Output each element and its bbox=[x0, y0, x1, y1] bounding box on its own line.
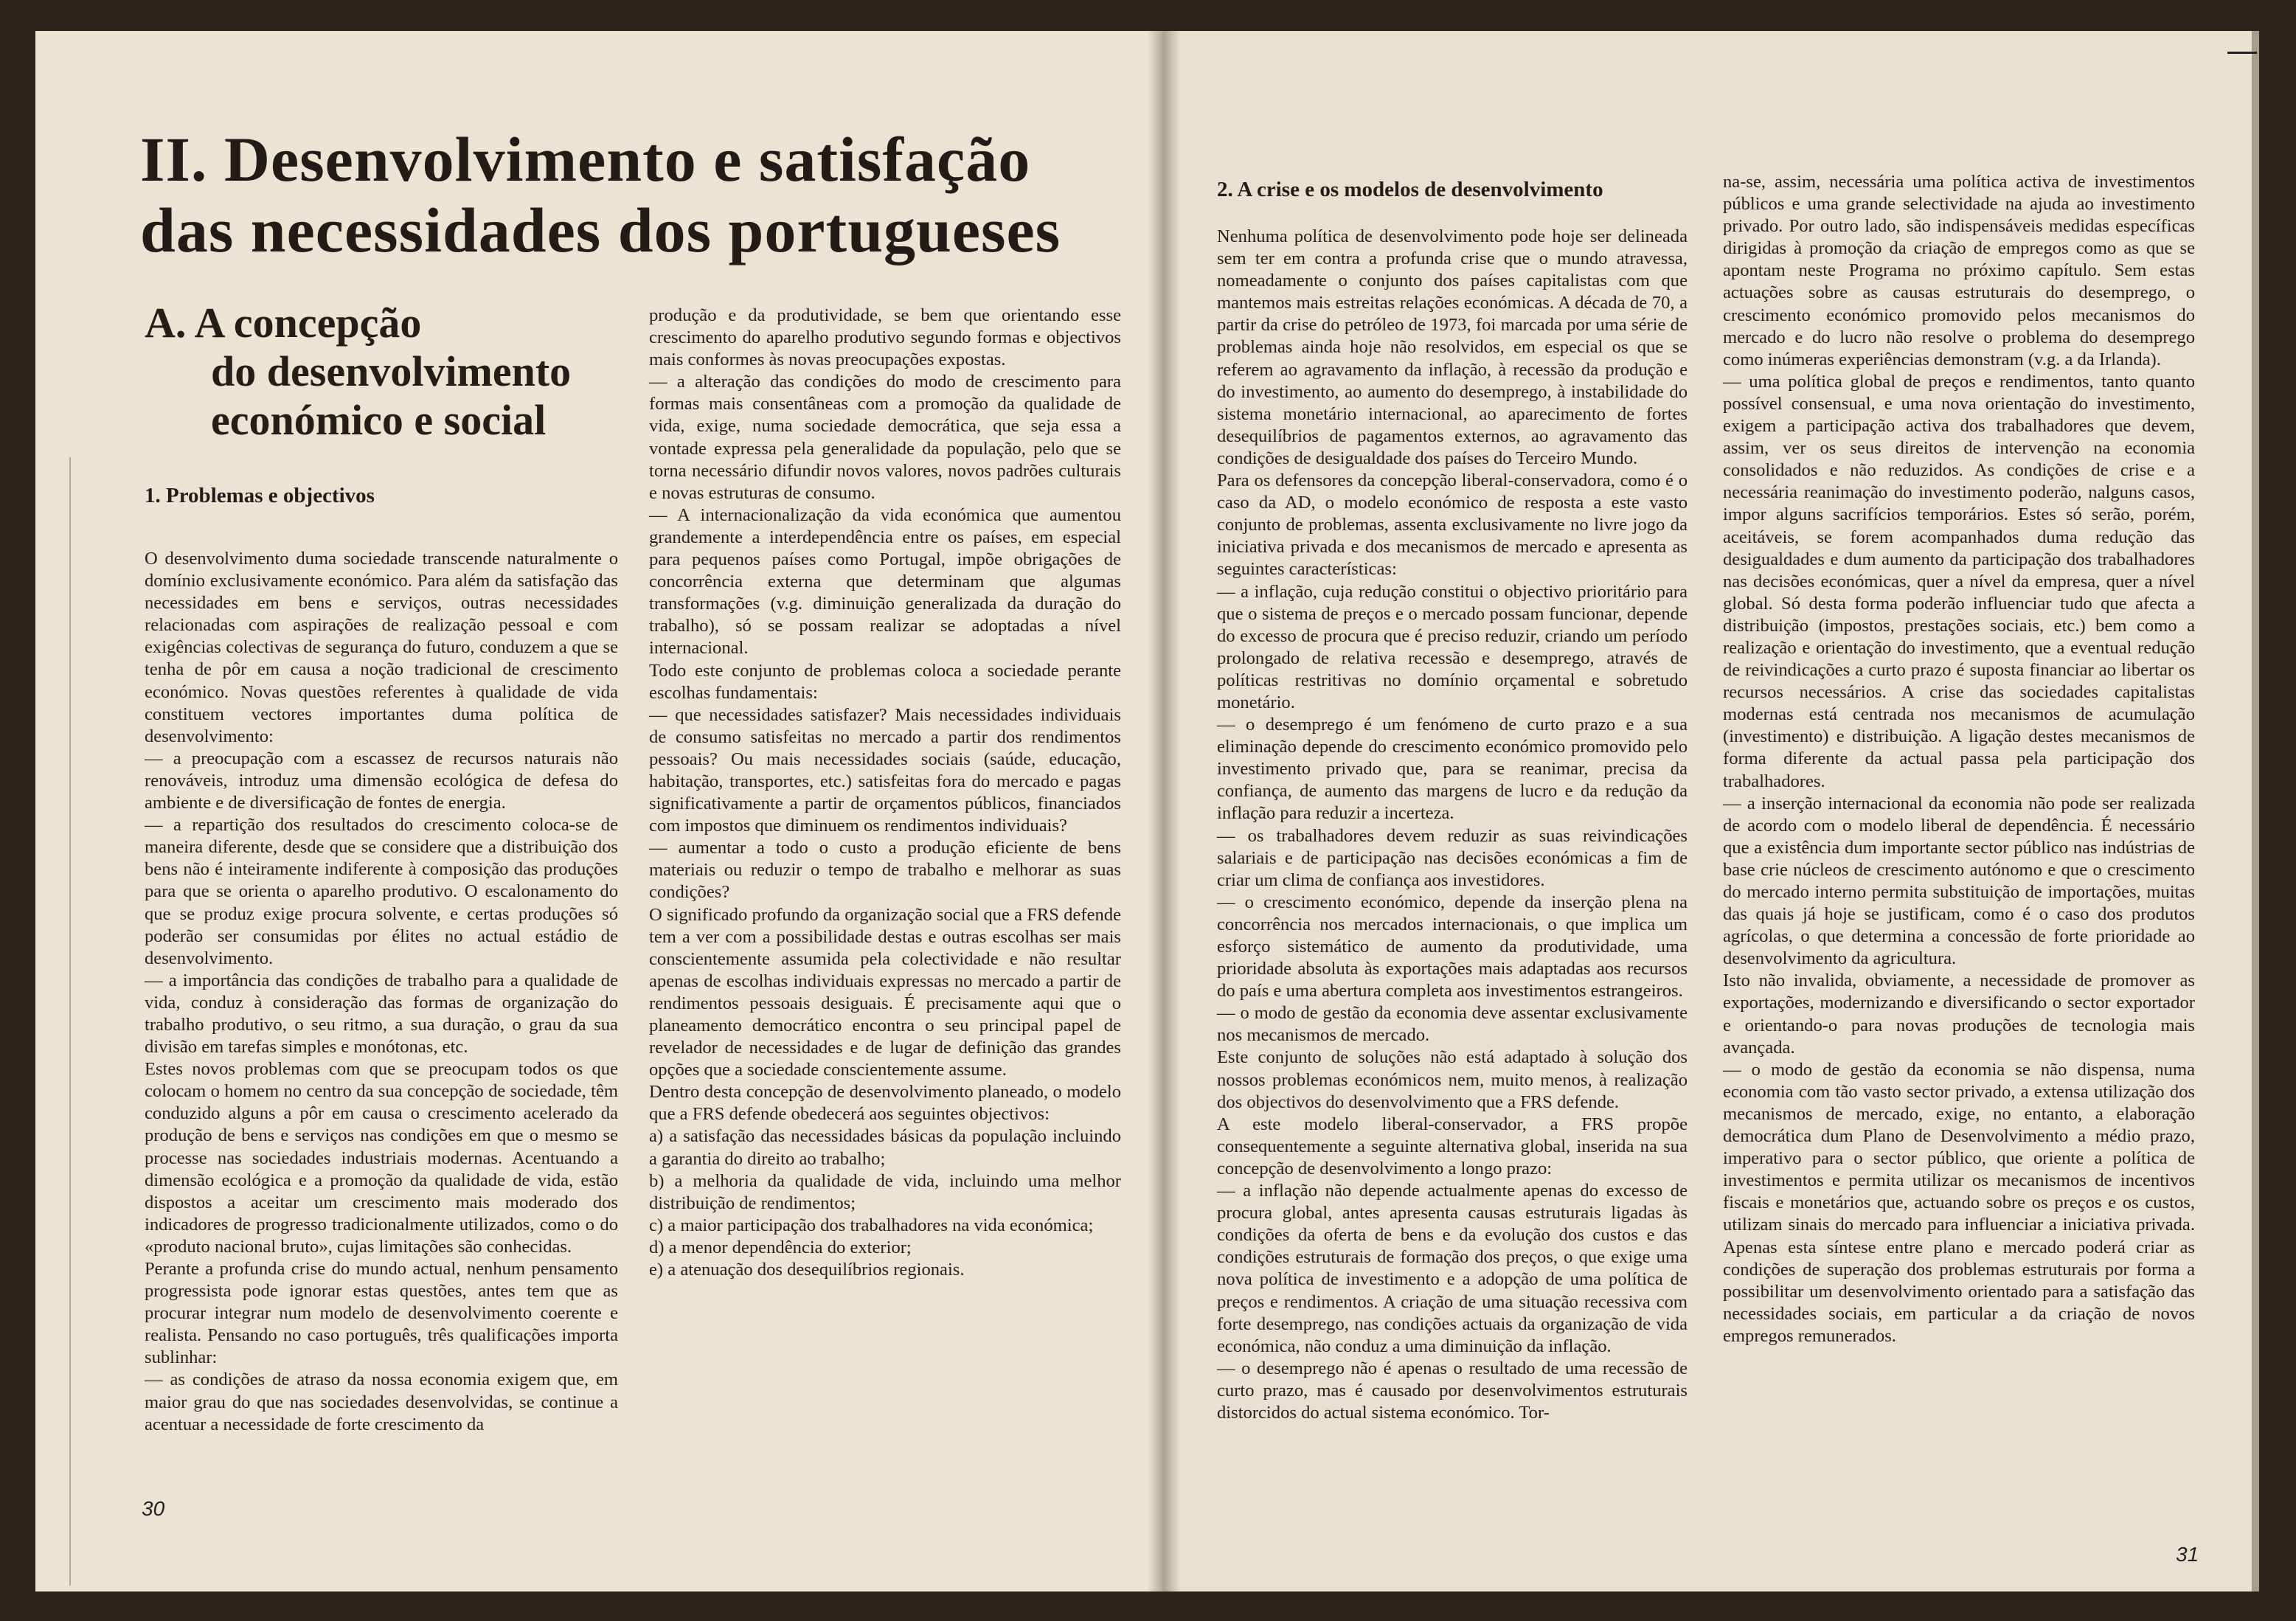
section-a-line-1: A. A concepção bbox=[145, 299, 422, 347]
paragraph: O significado profundo da organização social que a FRS defende tem a ver com a possibilidade destas e outras escolhas ser mais conscientemente assumida pela colectividade e não resultar apenas de escolhas individuais expressas no mercado a partir de rendimentos pessoais desiguais. É precisamente aqui que o planeamento democrático encontra o seu principal papel de revelador de necessidades e de lugar de definição das grandes opções que a sociedade conscientemente assume. bbox=[649, 904, 1121, 1080]
paragraph: Para os defensores da concepção liberal-conservadora, como é o caso da AD, o modelo económico de resposta a este vasto conjunto de problemas, assenta exclusivamente no livre jogo da iniciativa privada e dos mecanismos de mercado e apresenta as seguintes características: bbox=[1217, 471, 1688, 580]
paragraph: — que necessidades satisfazer? Mais necessidades individuais de consumo satisfeitas no mercado a partir dos rendimentos pessoais? Ou mais necessidades sociais (saúde, educação, habitação, transportes, etc.) satisfeitas fora do mercado e pagas significativamente a partir de orçamentos públicos, financiados com impostos que diminuem os rendimentos individuais? bbox=[649, 704, 1121, 836]
paragraph: — a inserção internacional da economia não pode ser realizada de acordo com o modelo liberal de dependência. É necessário que a existência dum importante sector público nas indústrias de base crie núcleos de crescimento autónomo e que o crescimento do mercado interno permita substituição de importações, muitas das quais já hoje se justificam, como é o caso dos produtos agrícolas, o que determina a concessão de forte prioridade ao desenvolvimento da agricultura. bbox=[1723, 793, 2195, 969]
list-item: c) a maior participação dos trabalhadores na vida económica; bbox=[649, 1215, 1094, 1235]
edge-mark bbox=[2227, 52, 2257, 54]
section-a-heading bbox=[145, 299, 646, 445]
text-column-2 bbox=[649, 305, 1121, 1281]
paragraph: Dentro desta concepção de desenvolvimento planeado, o modelo que a FRS defende obedecerá aos seguintes objectivos: bbox=[649, 1082, 1121, 1125]
paragraph: — A internacionalização da vida económica que aumentou grandemente a interdependência entre os países, em especial para pequenos países como Portugal, impõe obrigações de concorrência externa que determinam que algumas transformações (v.g. diminuição generalizada da duração do trabalho), só se possam realizar se adoptadas a nível internacional. bbox=[649, 504, 1121, 659]
paragraph: — o modo de gestão da economia se não dispensa, numa economia com tão vasto sector privado, a extensa utilização dos mecanismos de mercado, exige, no entanto, a elaboração democrática dum Plano de Desenvolvimento a médio prazo, imperativo para o sector público, que oriente a política de investimentos e permita utilizar os mecanismos de incentivos fiscais e monetários que, actuando sobre os preços e os custos, utilizam sinais do mercado para influenciar a iniciativa privada. Apenas esta síntese entre plano e mercado poderá criar as condições de superação dos problemas estruturais por forma a possibilitar um desenvolvimento orientado para a satisfação das necessidades sociais, em particular a da criação de novos empregos remunerados. bbox=[1723, 1059, 2195, 1346]
paragraph: — as condições de atraso da nossa economia exigem que, em maior grau do que nas sociedades desenvolvidas, se continue a acentuar a necessidade de forte crescimento da bbox=[145, 1370, 618, 1434]
paragraph: — a inflação não depende actualmente apenas do excesso de procura global, antes apresenta causas estruturais ligadas às condições da oferta de bens e da evolução dos custos e das condições estruturais de formação dos preços, o que exige uma nova política de investimento e a adopção de uma política de preços e rendimentos. A criação de uma situação recessiva com forte desemprego, nas condições actuais da organização de vida económica, não conduz a uma diminuição da inflação. bbox=[1217, 1181, 1688, 1356]
paragraph: Isto não invalida, obviamente, a necessidade de promover as exportações, modernizando e diversificando o sector exportador e orientando-o para novas produções de tecnologia mais avançada. bbox=[1723, 971, 2195, 1058]
page-number-right: 31 bbox=[2176, 1543, 2199, 1566]
paragraph: — uma política global de preços e rendimentos, tanto quanto possível consensual, e uma nova orientação do investimento, exigem a participação activa dos trabalhadores que devem, assim, ver os seus direitos de intervenção na economia consolidados e não reduzidos. As condições de crise e a necessária reanimação do investimento poderão, nalguns casos, impor alguns sacrifícios temporários. Estes só serão, porém, aceitáveis, se forem acompanhados duma redução das desigualdades e dum aumento da participação dos trabalhadores nas decisões económicas, quer a nível da empresa, quer a nível global. Só desta forma poderão influenciar tudo que afecta a distribuição (impostos, prestações sociais, etc.) bem como a realização e orientação do investimento, que a eventual redução de reivindicações a curto prazo é suposta financiar ao libertar os recursos necessários. A crise das sociedades capitalistas modernas está centrada nos mecanismos de acumulação (investimento) e distribuição. A ligação destes mecanismos de forma diferente da actual passa pela participação dos trabalhadores. bbox=[1723, 371, 2195, 791]
paragraph: — a importância das condições de trabalho para a qualidade de vida, conduz à consideração das formas de organização do trabalho produtivo, o seu ritmo, a sua duração, o grau da sua divisão em tarefas simples e monótonas, etc. bbox=[145, 970, 618, 1058]
section-a-line-3: económico e social bbox=[211, 396, 547, 444]
paragraph: Todo este conjunto de problemas coloca a sociedade perante escolhas fundamentais: bbox=[649, 660, 1121, 703]
subsection-1-heading: 1. Problemas e objectivos bbox=[145, 484, 375, 507]
list-item: e) a atenuação dos desequilíbrios regionais. bbox=[649, 1260, 965, 1280]
paragraph: — o modo de gestão da economia deve assentar exclusivamente nos mecanismos de mercado. bbox=[1217, 1003, 1688, 1046]
subsection-2-heading: 2. A crise e os modelos de desenvolvimento bbox=[1217, 178, 1603, 201]
paragraph: — a repartição dos resultados do crescimento coloca-se de maneira diferente, desde que se considere que a distribuição dos bens não é inteiramente indiferente à composição das produções para que se orienta o aparelho produtivo. O escalonamento do que se produz exige procura solvente, e certas produções só poderão ser consumidas por élites no actual estádio de desenvolvimento. bbox=[145, 815, 618, 968]
paragraph: — o desemprego é um fenómeno de curto prazo e a sua eliminação depende do crescimento económico promovido pelo investimento privado que, para se reanimar, precisa da confiança, de aumento das margens de lucro e da redução da inflação para reduzir a incerteza. bbox=[1217, 715, 1688, 824]
paragraph: O desenvolvimento duma sociedade transcende naturalmente o domínio exclusivamente económico. Para além da satisfação das necessidades em bens e serviços, outras necessidades relacionadas com aspirações de realização pessoal e com exigências colectivas de segurança do futuro, conduzem a que se tenha de pôr em causa a noção tradicional de crescimento económico. Novas questões referentes à qualidade de vida constituem vectores importantes duma política de desenvolvimento: bbox=[145, 549, 618, 746]
chapter-title bbox=[140, 124, 1158, 265]
paragraph: produção e da produtividade, se bem que orientando esse crescimento do aparelho produtivo segundo formas e objectivos mais conformes às novas preocupações expostas. bbox=[649, 305, 1121, 370]
paragraph: Estes novos problemas com que se preocupam todos os que colocam o homem no centro da sua concepção de sociedade, têm conduzido alguns a pôr em causa o crescimento acelerado da produção de bens e serviços nas condições em que o mesmo se processe nas sociedades industriais modernas. Acentuando a dimensão ecológica e a promoção da qualidade de vida, estão dispostos a aceitar um crescimento mais moderado dos indicadores de progresso tradicionalmente utilizados, como o do «produto nacional bruto», cujas limitações são conhecidas. bbox=[145, 1059, 618, 1257]
paragraph: — a alteração das condições do modo de crescimento para formas mais consentâneas com a promoção da qualidade de vida, exige, numa sociedade democrática, que seja essa a vontade expressa pela generalidade da população, pelo que se torna necessário difundir novos valores, novos padrões culturais e novas estruturas de consumo. bbox=[649, 372, 1121, 503]
text-column-4 bbox=[1723, 171, 2195, 1347]
chapter-title-line-2: das necessidades dos portugueses bbox=[140, 195, 1061, 265]
paragraph: Nenhuma política de desenvolvimento pode hoje ser delineada sem ter em contra a profunda crise que o mundo atravessa, nomeadamente o conjunto dos países capitalistas com que mantemos mais estreitas relações económicas. A década de 70, a partir da crise do petróleo de 1973, foi marcada por uma série de problemas ainda hoje não resolvidos, em especial os que se referem ao agravamento da inflação, à recessão da produção e do investimento, ao aumento do desemprego, à instabilidade do sistema monetário internacional, ao aparecimento de fortes desequilíbrios de pagamentos externos, ao agravamento das condições de desigualdade dos países do Terceiro Mundo. bbox=[1217, 226, 1688, 468]
page-edge bbox=[2252, 31, 2259, 1592]
chapter-title-line-1: II. Desenvolvimento e satisfação bbox=[140, 124, 1031, 195]
paragraph: — o desemprego não é apenas o resultado de uma recessão de curto prazo, mas é causado por desenvolvimentos estruturais distorcidos do actual sistema económico. Tor- bbox=[1217, 1358, 1688, 1423]
paragraph: Este conjunto de soluções não está adaptado à solução dos nossos problemas económicos nem, muito menos, à realização dos objectivos do desenvolvimento que a FRS defende. bbox=[1217, 1047, 1688, 1112]
list-item: d) a menor dependência do exterior; bbox=[649, 1237, 912, 1257]
text-column-1 bbox=[145, 548, 618, 1436]
page-number-left: 30 bbox=[142, 1497, 165, 1520]
text-column-3 bbox=[1217, 226, 1688, 1424]
section-a-line-2: do desenvolvimento bbox=[211, 347, 572, 395]
list-item: a) a satisfação das necessidades básicas da população incluindo a garantia do direito ao trabalho; bbox=[649, 1126, 1121, 1169]
paragraph: — a preocupação com a escassez de recursos naturais não renováveis, introduz uma dimensão ecológica de defesa do ambiente e de diversificação de fontes de energia. bbox=[145, 748, 618, 813]
margin-rule bbox=[69, 457, 71, 1586]
paragraph: — os trabalhadores devem reduzir as suas reivindicações salariais e de participação nas decisões económicas a fim de criar um clima de confiança aos investidores. bbox=[1217, 825, 1688, 890]
paragraph: — a inflação, cuja redução constitui o objectivo prioritário para que o sistema de preços e o mercado possam funcionar, depende do excesso de procura que é preciso reduzir, criando um período prolongado de relativa recessão e desemprego, através de políticas restritivas no domínio orçamental e sobretudo monetário. bbox=[1217, 581, 1688, 712]
paragraph: — aumentar a todo o custo a produção eficiente de bens materiais ou reduzir o tempo de trabalho e melhorar as suas condições? bbox=[649, 838, 1121, 903]
paragraph: na-se, assim, necessária uma política activa de investimentos públicos e uma grande selectividade na ajuda ao investimento privado. Por outro lado, são indispensáveis medidas específicas dirigidas à promoção da criação de empregos como as que se apontam neste Programa no próximo capítulo. Sem estas actuações sobre as causas estruturais do desemprego, o crescimento económico promovido pelos mecanismos do mercado e do lucro não resolve o problema do desemprego como inúmeras experiências demonstram (v.g. a da Irlanda). bbox=[1723, 172, 2195, 369]
paragraph: — o crescimento económico, depende da inserção plena na concorrência nos mercados internacionais, o que implica um esforço sistemático de aumento da produtividade, uma prioridade absoluta às exportações mais adaptadas aos recursos do país e uma abertura completa aos investimentos estrangeiros. bbox=[1217, 892, 1688, 1002]
paragraph: Perante a profunda crise do mundo actual, nenhum pensamento progressista pode ignorar estas questões, antes tem que as procurar integrar num modelo de desenvolvimento coerente e realista. Pensando no caso português, três qualificações importa sublinhar: bbox=[145, 1259, 618, 1368]
list-item: b) a melhoria da qualidade de vida, incluindo uma melhor distribuição de rendimentos; bbox=[649, 1170, 1121, 1213]
paragraph: A este modelo liberal-conservador, a FRS propõe consequentemente a seguinte alternativa global, inserida na sua concepção de desenvolvimento a longo prazo: bbox=[1217, 1114, 1688, 1179]
